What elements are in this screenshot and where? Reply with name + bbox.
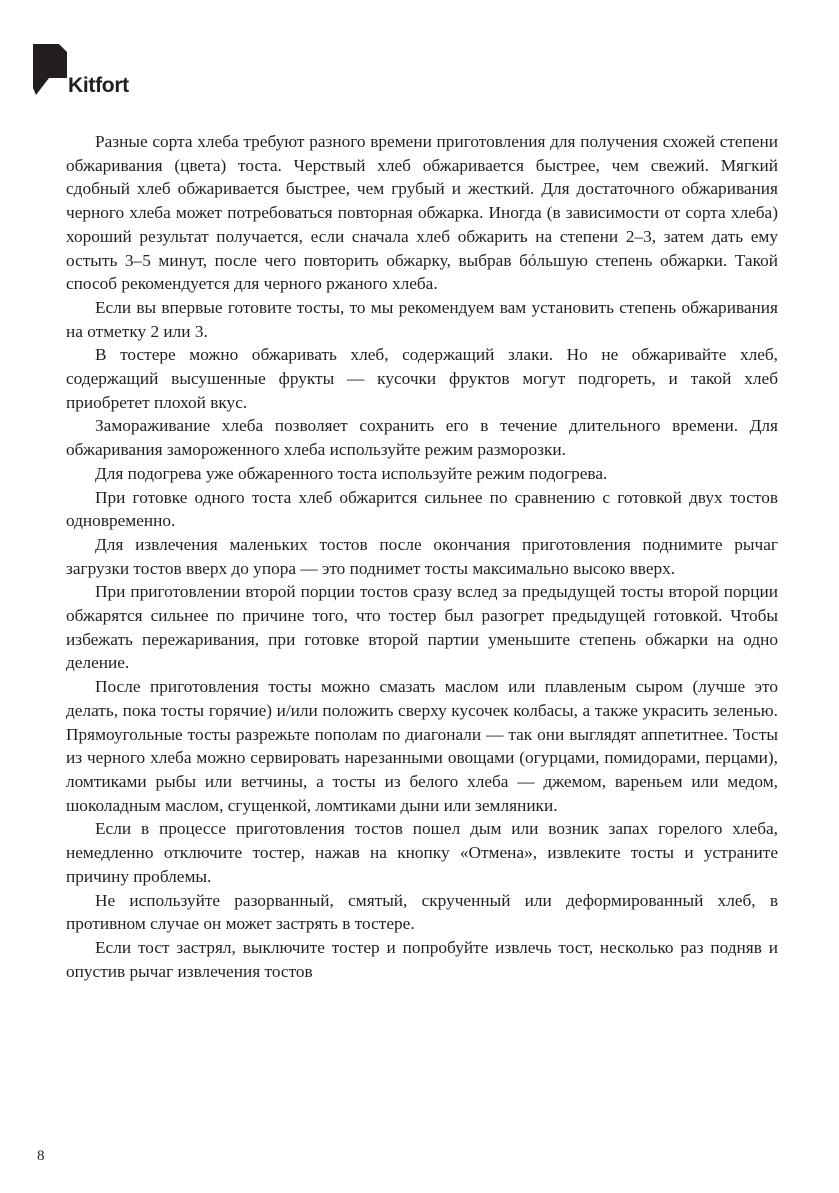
paragraph: Разные сорта хлеба требуют разного времени приготовления для получения схожей степени обжаривания (цвета) тоста. Черствый хлеб обжаривается быстрее, чем свежий. Мягкий сдобный хлеб обжаривается быстрее, чем грубый и жесткий. Для достаточного обжаривания черного хлеба может потребоваться повторная обжарка. Иногда (в зависимости от сорта хлеба) хороший результат получается, если сначала хлеб обжарить на степени 2–3, затем дать ему остыть 3–5 минут, после чего повторить обжарку, выбрав бóльшую степень обжарки. Такой способ рекомендуется для черного ржаного хлеба. [66, 132, 778, 294]
paragraph: Если в процессе приготовления тостов пошел дым или возник запах горелого хлеба, немедленно отключите тостер, нажав на кнопку «Отмена», извлеките тосты и устраните причину проблемы. [66, 819, 778, 886]
paragraph: Если тост застрял, выключите тостер и попробуйте извлечь тост, несколько раз подняв и опустив рычаг извлечения тостов [66, 937, 778, 981]
brand-logo [33, 44, 129, 95]
page-number: 8 [37, 1148, 45, 1164]
paragraph: Для извлечения маленьких тостов после окончания приготовления поднимите рычаг загрузки тостов вверх до упора — это поднимет тосты максимально высоко вверх. [66, 534, 778, 578]
paragraph: При готовке одного тоста хлеб обжарится сильнее по сравнению с готовкой двух тостов одновременно. [66, 487, 778, 531]
kitfort-logo-icon [33, 44, 67, 95]
instructions-text [66, 130, 778, 983]
paragraph: В тостере можно обжаривать хлеб, содержащий злаки. Но не обжаривайте хлеб, содержащий высушенные фрукты — кусочки фруктов могут подгореть, и такой хлеб приобретет плохой вкус. [66, 345, 778, 412]
paragraph: Для подогрева уже обжаренного тоста используйте режим подогрева. [95, 463, 608, 483]
brand-name: Kitfort [68, 74, 129, 97]
paragraph: Если вы впервые готовите тосты, то мы рекомендуем вам установить степень обжаривания на отметку 2 или 3. [66, 297, 778, 341]
paragraph: Не используйте разорванный, смятый, скрученный или деформированный хлеб, в противном случае он может застрять в тостере. [66, 890, 778, 934]
paragraph: Замораживание хлеба позволяет сохранить его в течение длительного времени. Для обжаривания замороженного хлеба используйте режим разморозки. [66, 416, 778, 460]
paragraph: При приготовлении второй порции тостов сразу вслед за предыдущей тосты второй порции обжарятся сильнее по причине того, что тостер был разогрет предыдущей готовкой. Чтобы избежать пережаривания, при готовке второй партии уменьшите степень обжарки на одно деление. [66, 582, 778, 673]
paragraph: После приготовления тосты можно смазать маслом или плавленым сыром (лучше это делать, пока тосты горячие) и/или положить сверху кусочек колбасы, а также украсить зеленью. Прямоугольные тосты разрежьте пополам по диагонали — так они выглядят аппетитнее. Тосты из черного хлеба можно сервировать нарезанными овощами (огурцами, помидорами, перцами), ломтиками рыбы или ветчины, а тосты из белого хлеба — джемом, вареньем или медом, шоколадным маслом, сгущенкой, ломтиками дыни или земляники. [66, 677, 778, 815]
